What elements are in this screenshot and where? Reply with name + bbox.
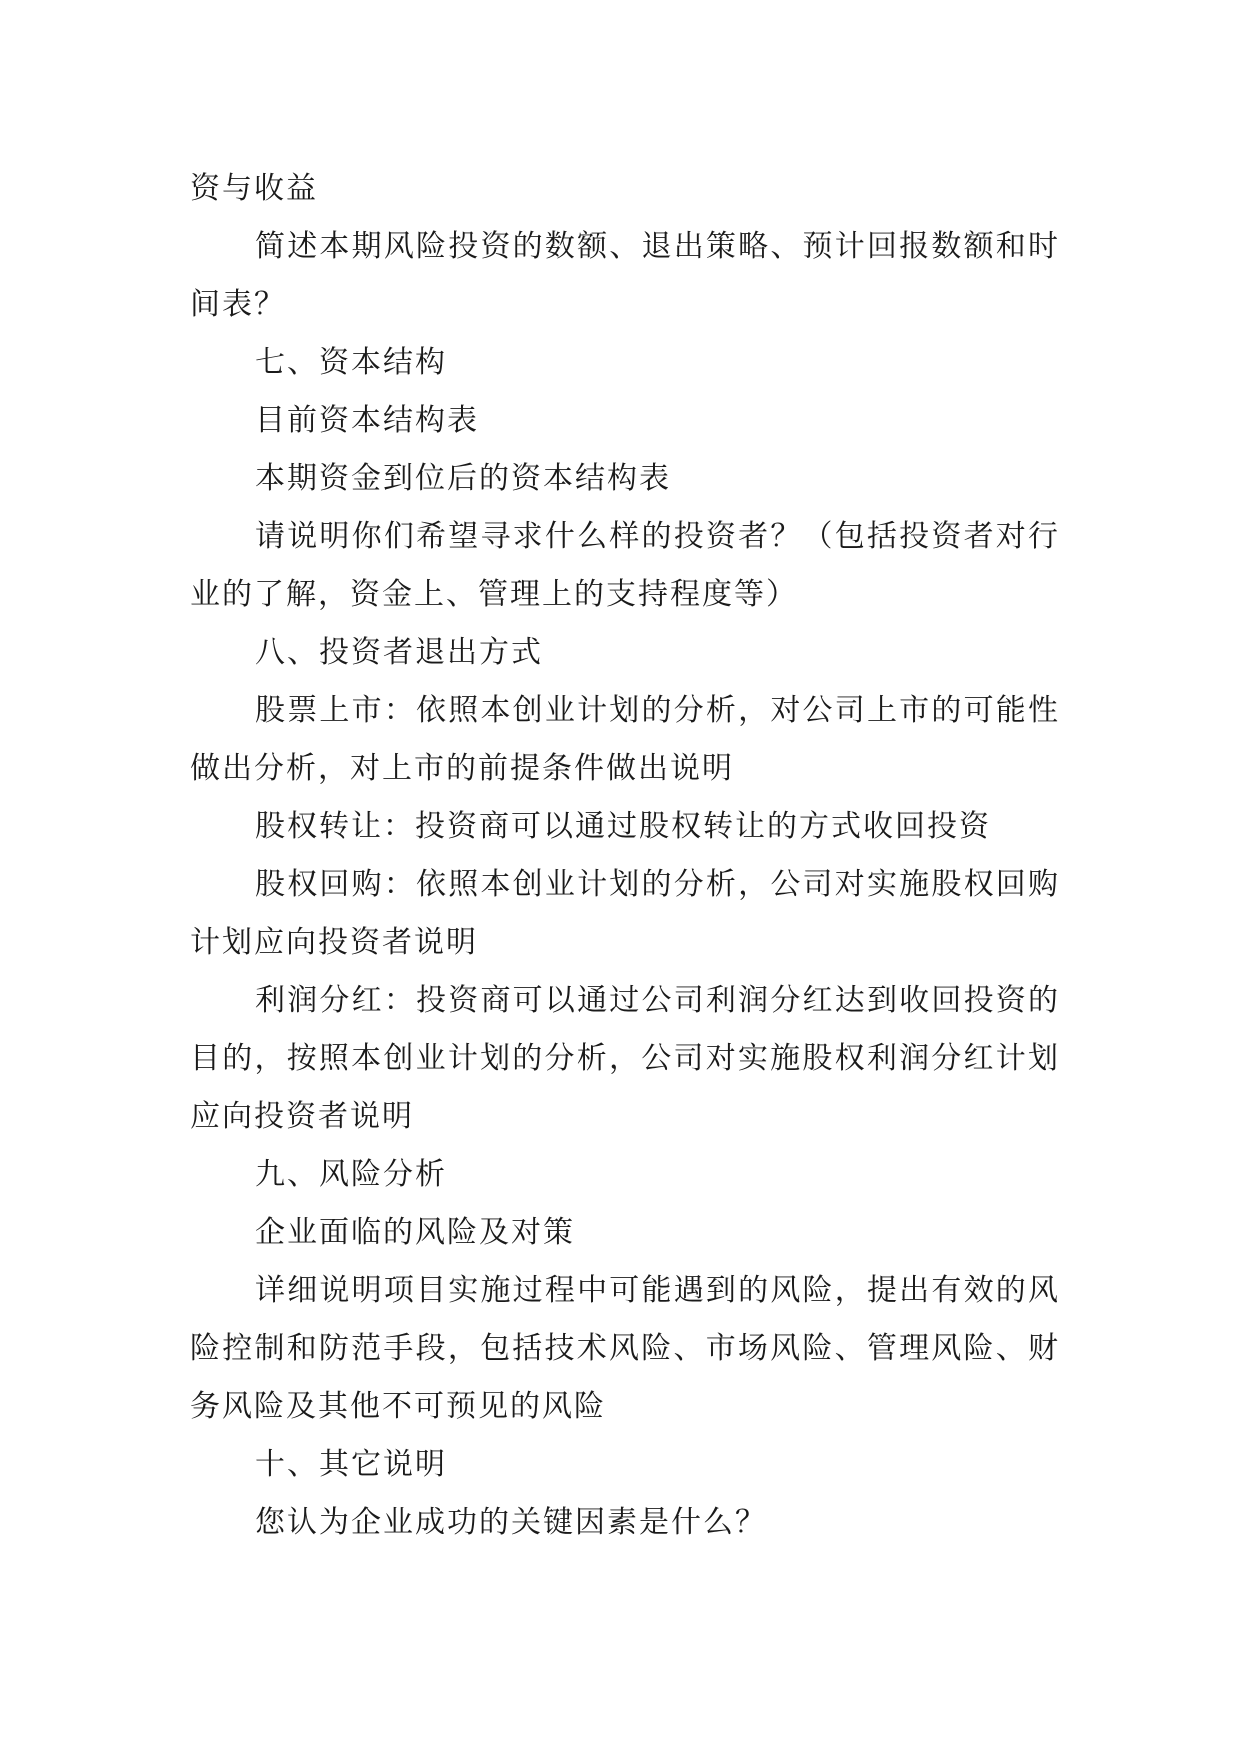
- paragraph-risks-and-countermeasures: 企业面临的风险及对策: [255, 1215, 575, 1250]
- paragraph-continuation: 资与收益: [190, 171, 318, 206]
- document-body: [190, 160, 1060, 1552]
- heading-capital-structure: 七、资本结构: [255, 345, 447, 380]
- heading-risk-analysis: 九、风险分析: [255, 1157, 447, 1192]
- heading-investor-exit: 八、投资者退出方式: [255, 635, 543, 670]
- paragraph-post-funding-capital-table: 本期资金到位后的资本结构表: [255, 461, 671, 496]
- paragraph-ipo: 股票上市：依照本创业计划的分析，对公司上市的可能性做出分析，对上市的前提条件做出说明: [190, 693, 1060, 786]
- paragraph-profit-dividend: 利润分红：投资商可以通过公司利润分红达到收回投资的目的，按照本创业计划的分析，公司对实施股权利润分红计划应向投资者说明: [190, 983, 1060, 1134]
- paragraph-investment-summary: 简述本期风险投资的数额、退出策略、预计回报数额和时间表？: [190, 229, 1060, 322]
- paragraph-desired-investors: 请说明你们希望寻求什么样的投资者？（包括投资者对行业的了解，资金上、管理上的支持程度等）: [190, 519, 1060, 612]
- heading-other-notes: 十、其它说明: [255, 1447, 447, 1482]
- paragraph-current-capital-table: 目前资本结构表: [255, 403, 479, 438]
- paragraph-risk-details: 详细说明项目实施过程中可能遇到的风险，提出有效的风险控制和防范手段，包括技术风险、市场风险、管理风险、财务风险及其他不可预见的风险: [190, 1273, 1060, 1424]
- paragraph-equity-transfer: 股权转让：投资商可以通过股权转让的方式收回投资: [255, 809, 991, 844]
- paragraph-key-success-factors: 您认为企业成功的关键因素是什么？: [255, 1505, 767, 1540]
- paragraph-equity-buyback: 股权回购：依照本创业计划的分析，公司对实施股权回购计划应向投资者说明: [190, 867, 1060, 960]
